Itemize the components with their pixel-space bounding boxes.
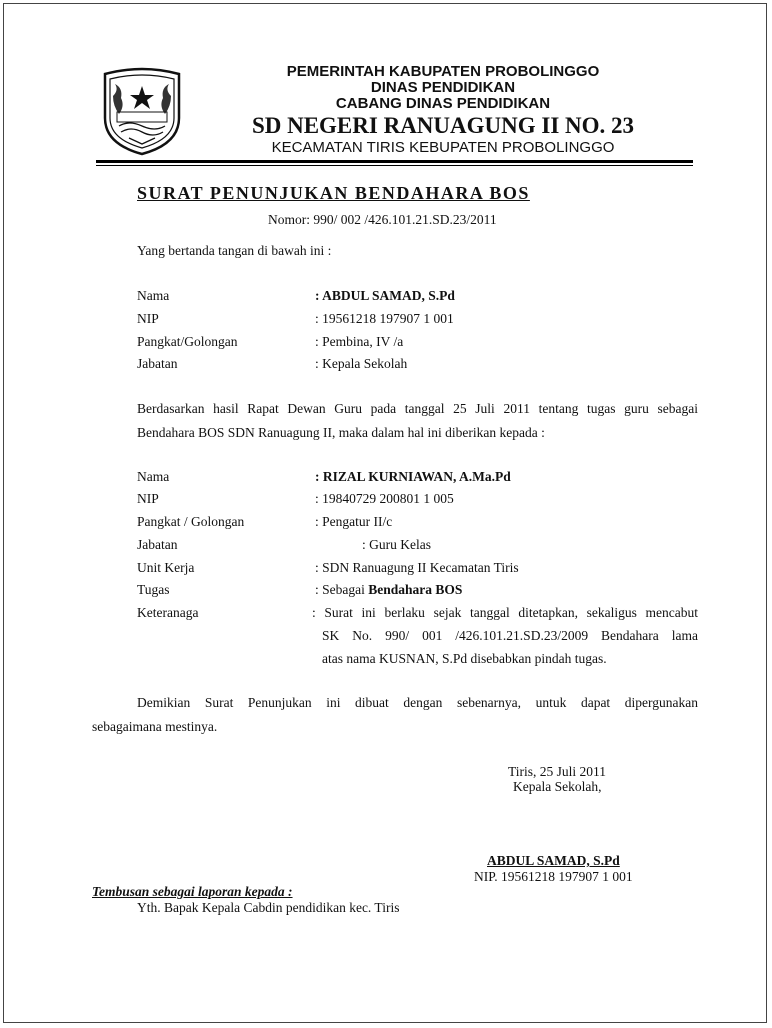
signature-place-date: Tiris, 25 Juli 2011 [508,764,607,779]
appointee-label-unit: Unit Kerja [137,560,195,575]
government-header: PEMERINTAH KABUPATEN PROBOLINGGO [286,63,600,80]
appointee-note-line1: : Surat ini berlaku sejak tanggal ditetapkan, sekaligus mencabut [312,605,698,620]
cc-heading: Tembusan sebagai laporan kepada : [92,884,293,899]
signature-position: Kepala Sekolah, [513,779,602,794]
appointee-label-rank: Pangkat / Golongan [137,514,245,529]
appointee-value-position: : Guru Kelas [362,537,431,552]
appointee-label-position: Jabatan [137,537,178,552]
signer-value-name: : ABDUL SAMAD, S.Pd [315,288,455,303]
appointee-label-task: Tugas [137,582,170,597]
appointee-value-rank: : Pengatur II/c [315,514,393,529]
signer-label-rank: Pangkat/Golongan [137,334,238,349]
signer-label-nip: NIP [137,311,159,326]
document-number: Nomor: 990/ 002 /426.101.21.SD.23/2011 [268,212,497,227]
district-line: KECAMATAN TIRIS KEBUPATEN PROBOLINGGO [271,139,615,156]
cc-recipient: Yth. Bapak Kepala Cabdin pendidikan kec. Tiris [137,900,400,915]
basis-paragraph-line2: Bendahara BOS SDN Ranuagung II, maka dalam hal ini diberikan kepada : [137,425,545,440]
appointee-note-line3: atas nama KUSNAN, S.Pd disebabkan pindah tugas. [322,651,607,666]
signature-name: ABDUL SAMAD, S.Pd [487,853,620,868]
letterhead-rule-thin [96,165,693,166]
regency-emblem-logo [99,66,185,156]
document-title: SURAT PENUNJUKAN BENDAHARA BOS [137,183,530,203]
basis-paragraph-line1: Berdasarkan hasil Rapat Dewan Guru pada tanggal 25 Juli 2011 tentang tugas guru sebagai [137,401,698,416]
intro-line: Yang bertanda tangan di bawah ini : [137,243,332,258]
branch-header: CABANG DINAS PENDIDIKAN [335,95,551,112]
task-prefix: : Sebagai [315,582,369,597]
closing-line1: Demikian Surat Penunjukan ini dibuat dengan sebenarnya, untuk dapat dipergunakan [137,695,698,710]
department-header: DINAS PENDIDIKAN [370,79,516,96]
appointee-value-unit: : SDN Ranuagung II Kecamatan Tiris [315,560,519,575]
signer-label-name: Nama [137,288,170,303]
letterhead-rule [96,160,693,163]
appointee-value-nip: : 19840729 200801 1 005 [315,491,454,506]
signer-label-position: Jabatan [137,356,178,371]
closing-line2: sebagaimana mestinya. [92,719,218,734]
signer-value-rank: : Pembina, IV /a [315,334,404,349]
signer-value-position: : Kepala Sekolah [315,356,408,371]
appointee-label-name: Nama [137,469,170,484]
signature-nip: NIP. 19561218 197907 1 001 [474,869,633,884]
school-name: SD NEGERI RANUAGUNG II NO. 23 [251,113,635,138]
page-border [3,3,767,1023]
appointee-value-task [315,582,462,598]
appointee-label-note: Keteranaga [137,605,199,620]
task-bold: Bendahara BOS [368,582,463,597]
appointee-value-name: : RIZAL KURNIAWAN, A.Ma.Pd [315,469,511,484]
signer-value-nip: : 19561218 197907 1 001 [315,311,454,326]
appointee-note-line2: SK No. 990/ 001 /426.101.21.SD.23/2009 Bendahara lama [322,628,698,643]
appointee-label-nip: NIP [137,491,159,506]
